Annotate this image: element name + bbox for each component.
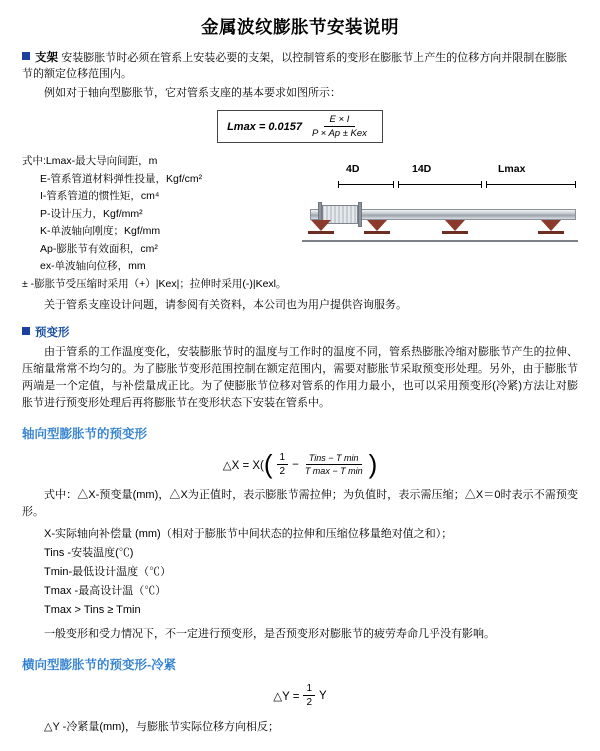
support-guide-2 <box>442 220 468 234</box>
pipe-support-figure <box>302 163 578 249</box>
support-anchor-1 <box>308 220 334 234</box>
axial-formula-half <box>277 452 289 477</box>
lmax-fraction-denominator: P × Ap ± Kex <box>311 128 367 139</box>
axial-half-denominator: 2 <box>279 466 286 477</box>
axial-frac-denominator: T max − T min <box>304 466 363 476</box>
axial-variable-item: Tmax > Tins ≥ Tmin <box>44 604 141 616</box>
lateral-formula-lhs: △Y = <box>273 690 300 703</box>
section-heading-predeform-label: 预变形 <box>35 327 70 339</box>
axial-formula-paren-close: ) <box>368 449 378 480</box>
flange-right <box>358 202 362 227</box>
figure-label-4d: 4D <box>346 163 360 175</box>
section-heading-predeform <box>22 324 578 340</box>
ground-line <box>302 240 578 242</box>
axial-variable-item: Tins -安装温度(℃) <box>44 547 134 559</box>
dimension-line-lmax <box>486 184 576 185</box>
lateral-predeform-formula <box>22 683 578 708</box>
square-bullet-icon <box>22 327 30 335</box>
axial-variable-list <box>22 525 578 620</box>
bracket-paragraph-1: 安装膨胀节时必须在管系上安装必要的支架，以控制管系的变形在膨胀节上产生的位移方向并限制在膨胀节的额定位移范围内。 <box>22 52 568 80</box>
axial-half-numerator: 1 <box>277 452 289 465</box>
bracket-closing-paragraph: 关于管系支座设计问题，请参阅有关资料，本公司也为用户提供咨询服务。 <box>44 299 407 311</box>
figure-label-14d: 14D <box>412 163 432 175</box>
legend-item: ± -膨胀节受压缩时采用（+）|Kex|；拉伸时采用(-)|Kexl。 <box>22 277 287 290</box>
square-bullet-icon <box>22 52 30 60</box>
axial-variable-item: X-实际轴向补偿量 (mm)（相对于膨胀节中间状态的拉伸和压缩位移量绝对值之和）； <box>44 528 453 540</box>
axial-variable-item: Tmax -最高设计温（℃） <box>44 585 167 597</box>
legend-item: P-设计压力，Kgf/mm² <box>40 207 143 220</box>
page-title: 金属波纹膨胀节安装说明 <box>201 17 399 37</box>
lmax-fraction-numerator: E × I <box>324 114 356 127</box>
legend-item: 式中:Lmax-最大导向间距，m <box>22 155 158 167</box>
legend-item: I-管系管道的惯性矩，cm⁴ <box>40 190 160 202</box>
bracket-paragraph-2: 例如对于轴向型膨胀节，它对管系支座的基本要求如图所示： <box>44 87 341 99</box>
lateral-half-numerator: 1 <box>303 683 315 696</box>
axial-formula-lhs: △X = X( <box>222 459 264 472</box>
axial-frac-numerator: Tins − T min <box>306 453 362 465</box>
figure-dimension-labels <box>302 163 578 179</box>
legend-item: K-单波轴向刚度；Kgf/mm <box>40 225 161 237</box>
axial-formula-paren-open: ( <box>263 449 273 480</box>
section-heading-bracket-label: 支架 <box>35 52 58 64</box>
figure-label-lmax: Lmax <box>498 163 526 175</box>
predeform-paragraph-1: 由于管系的工作温度变化，安装膨胀节时的温度与工作时的温度不同，管系热膨胀冷缩对膨胀节产生的拉伸、压缩量常常不均匀的。为了膨胀节变形范围控制在额定范围内，需要对膨胀节采取预变形处理。另外，由于膨胀节两端是一个定值，与补偿量成正比。为了使膨胀节位移对管系的作用力最小，也可以采用预变形(冷紧)方法让对膨胀节进行预变形处理后再将膨胀节在变形状态下安装在管系中。 <box>22 346 578 409</box>
support-guide-1 <box>364 220 390 234</box>
subheading-lateral-predeform: 横向型膨胀节的预变形-冷紧 <box>22 658 177 672</box>
figure-dimension-lines <box>338 180 574 190</box>
axial-predeform-formula <box>22 449 578 480</box>
lmax-formula-label: Lmax = 0.0157 <box>227 120 302 133</box>
lateral-note-list <box>22 718 578 737</box>
dimension-line-14d <box>398 184 482 185</box>
axial-note-1: 式中：△X-预变量(mm)，△X为正值时，表示膨胀节需拉伸；为负值时，表示需压缩；△X＝0时表示不需预变形。 <box>22 489 578 518</box>
legend-and-figure <box>22 153 578 293</box>
lmax-formula <box>22 110 578 143</box>
pipe-assembly <box>302 193 578 245</box>
section-heading-bracket <box>22 49 578 81</box>
document-page <box>0 14 600 751</box>
lateral-note: △Y -冷紧量(mm)，与膨胀节实际位移方向相反； <box>44 721 279 733</box>
dimension-line-4d <box>338 184 394 185</box>
support-guide-3 <box>538 220 564 234</box>
axial-note-2: 一般变形和受力情况下，不一定进行预变形，是否预变形对膨胀节的疲劳寿命几乎没有影响。 <box>44 628 495 640</box>
lateral-formula-rhs: Y <box>319 689 327 702</box>
axial-variable-item: Tmin-最低设计温度（℃） <box>44 566 172 578</box>
legend-item: E-管系管道材料弹性投量，Kgf/cm² <box>40 172 203 185</box>
axial-temperature-fraction <box>302 453 366 476</box>
legend-item: ex-单波轴向位移，mm <box>40 260 146 272</box>
lateral-half-denominator: 2 <box>306 697 313 708</box>
axial-formula-minus: − <box>292 458 299 471</box>
legend-item: Ap-膨胀节有效面积，cm² <box>40 242 158 255</box>
lmax-fraction <box>306 114 373 139</box>
lateral-formula-half <box>303 683 315 708</box>
subheading-axial-predeform: 轴向型膨胀节的预变形 <box>22 427 148 441</box>
legend-list <box>22 153 287 293</box>
